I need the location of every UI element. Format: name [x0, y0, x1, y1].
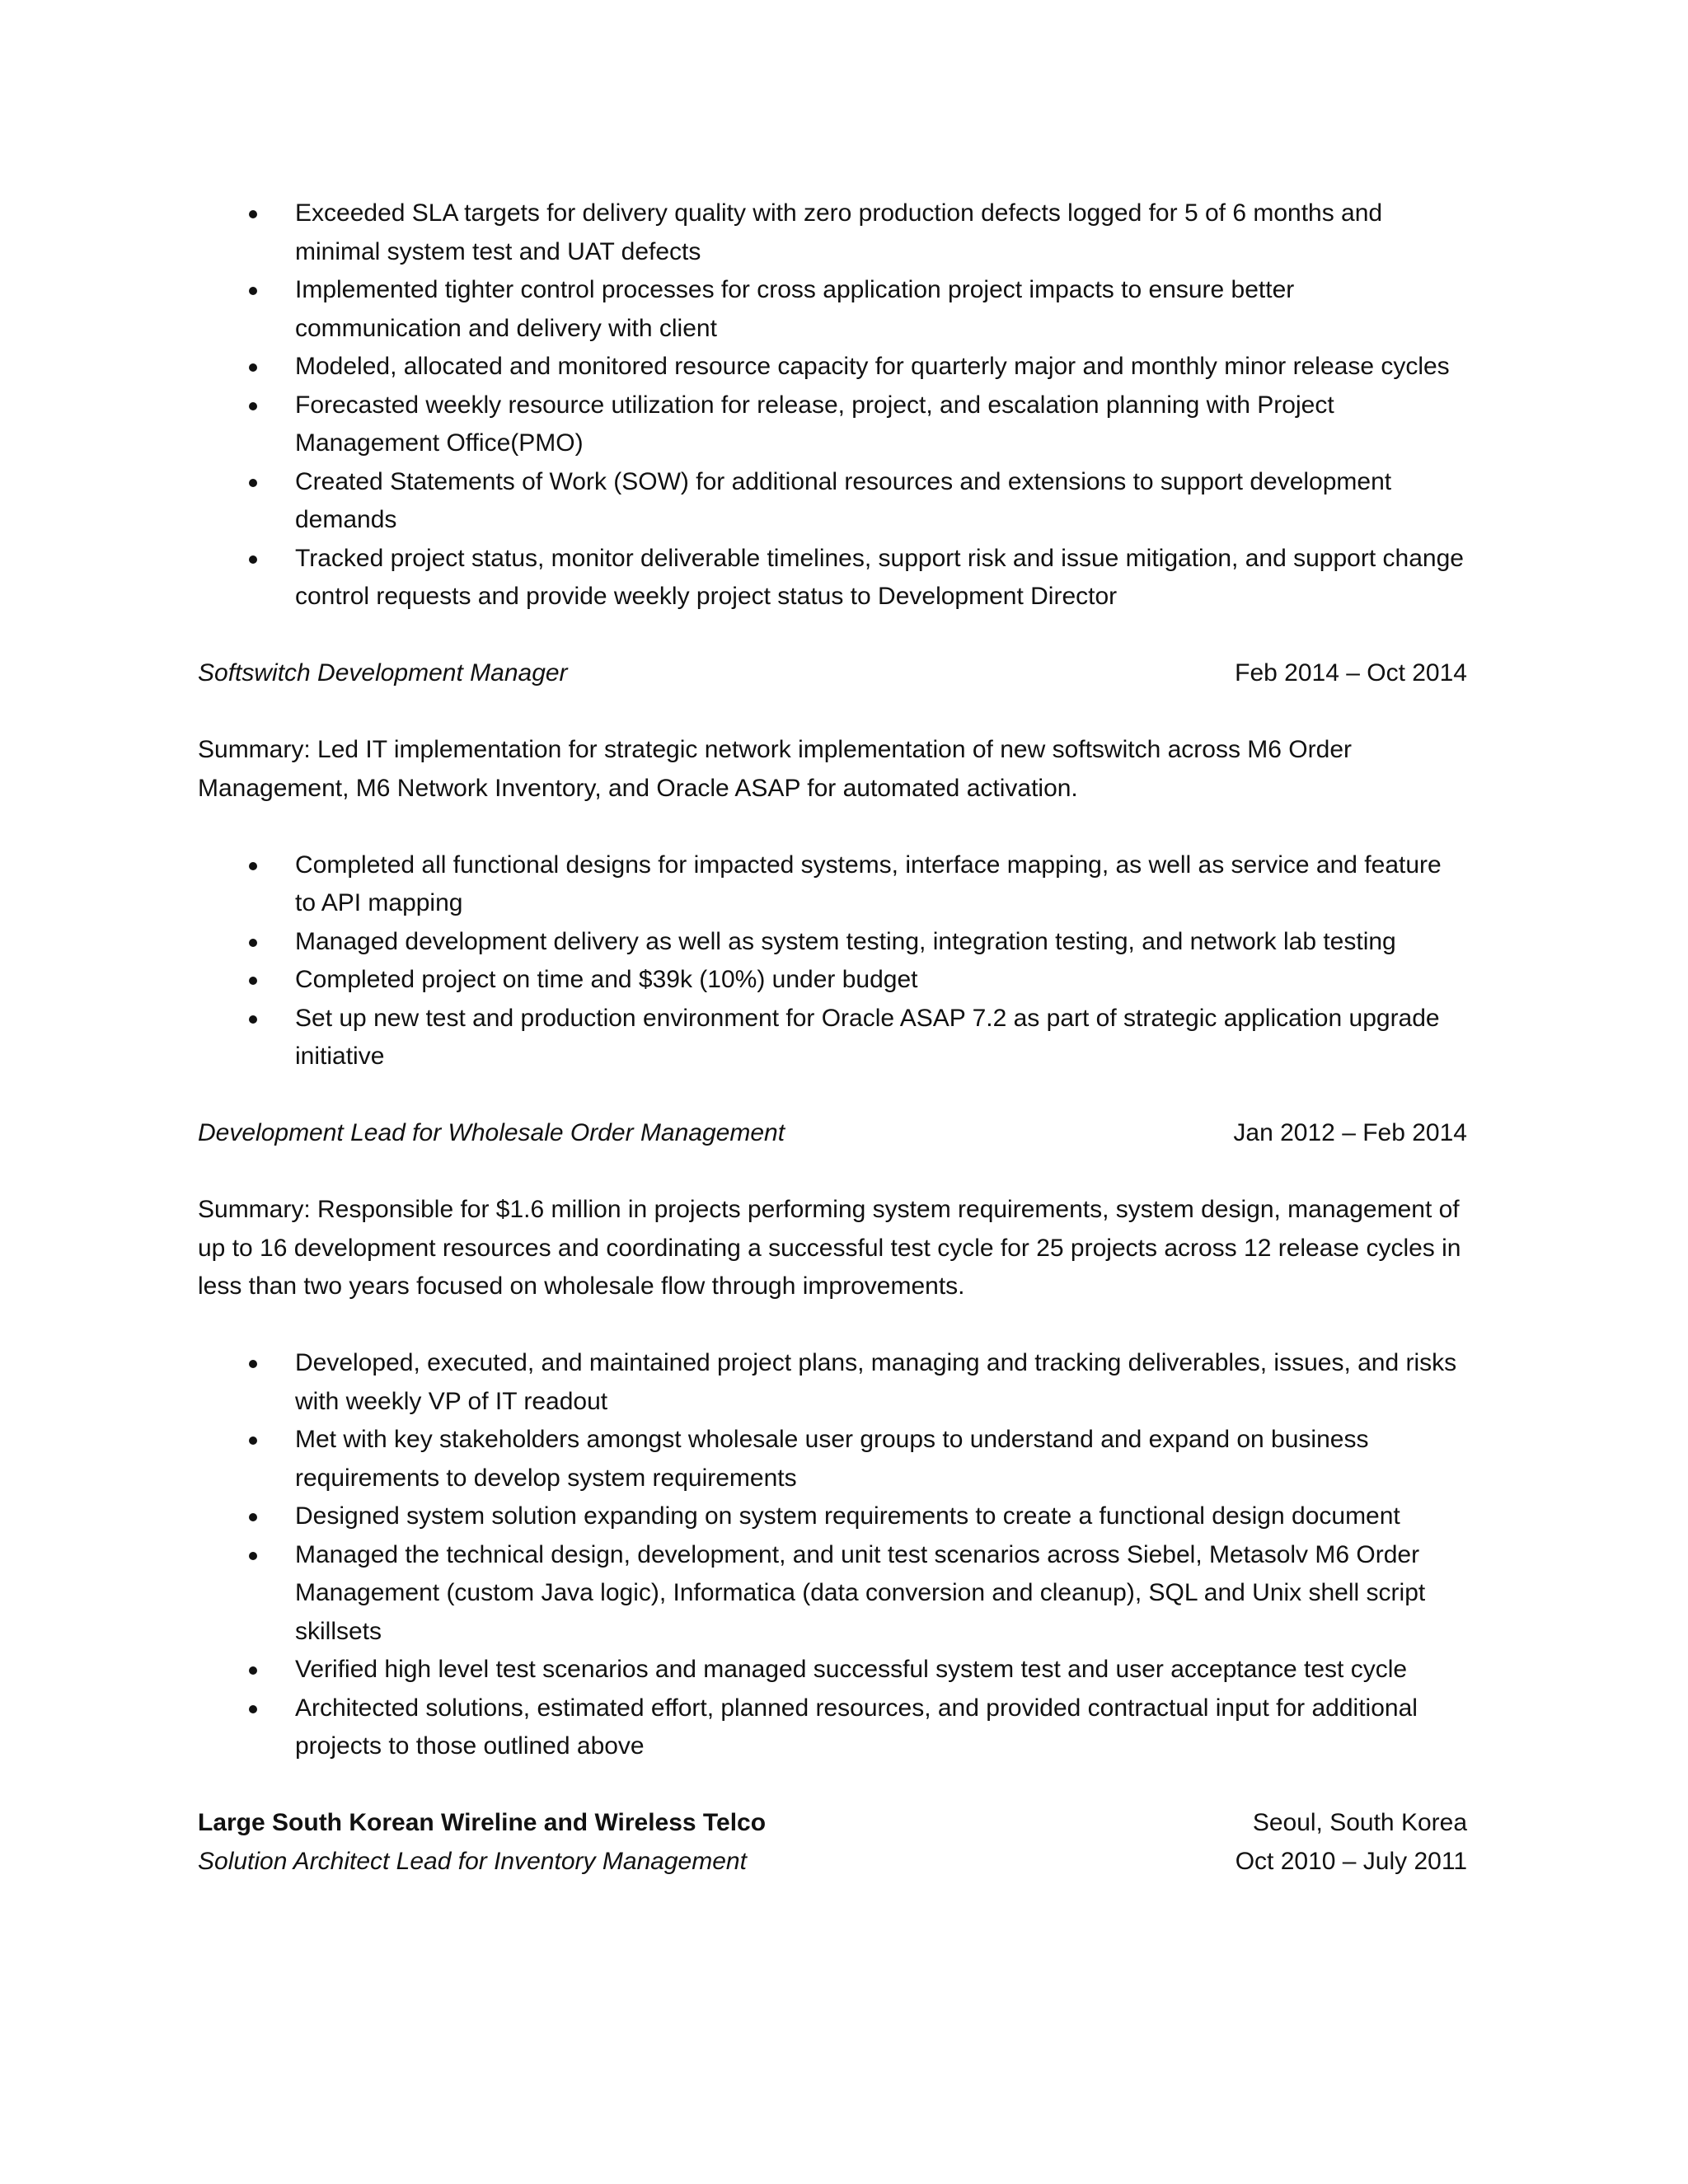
bullet-list-wholesale [198, 1344, 1467, 1766]
list-item: Met with key stakeholders amongst wholesale user groups to understand and expand on business requirements to develop system requirements [198, 1421, 1467, 1497]
spacer [198, 616, 1467, 655]
bullet-icon [249, 977, 257, 985]
list-item: Completed all functional designs for impacted systems, interface mapping, as well as service and feature to API mapping [198, 846, 1467, 923]
role-header-softswitch [198, 654, 1467, 693]
bullet-icon [249, 555, 257, 564]
role-title: Solution Architect Lead for Inventory Management [198, 1847, 747, 1875]
spacer [198, 1766, 1467, 1805]
bullet-icon [249, 210, 257, 218]
role-summary: Summary: Led IT implementation for strategic network implementation of new softswitch across M6 Order Management, M6 Network Inventory, and Oracle ASAP for automated activation. [198, 736, 1352, 802]
resume-page [198, 194, 1467, 1881]
bullet-icon [249, 1015, 257, 1024]
bullet-list-top [198, 194, 1467, 616]
bullet-icon [249, 402, 257, 410]
bullet-icon [249, 1666, 257, 1675]
employer-location: Seoul, South Korea [1252, 1809, 1467, 1836]
spacer [198, 1153, 1467, 1192]
list-item: Architected solutions, estimated effort, planned resources, and provided contractual input for additional projects to those outlined above [198, 1690, 1467, 1766]
bullet-icon [249, 1360, 257, 1368]
list-item: Completed project on time and $39k (10%) under budget [198, 961, 1467, 1000]
role-dates: Feb 2014 – Oct 2014 [1235, 659, 1467, 687]
role-header-wholesale [198, 1114, 1467, 1153]
spacer [198, 1076, 1467, 1115]
bullet-icon [249, 1705, 257, 1713]
list-item: Managed development delivery as well as system testing, integration testing, and network lab testing [198, 923, 1467, 962]
list-item: Managed the technical design, development, and unit test scenarios across Siebel, Metasolv M6 Order Management (custom Java logic), Informatica (data conversion and cleanup), SQL and Unix shell script skillsets [198, 1536, 1467, 1652]
bullet-icon [249, 1552, 257, 1560]
bullet-icon [249, 363, 257, 372]
list-item: Modeled, allocated and monitored resource capacity for quarterly major and monthly minor release cycles [198, 348, 1467, 387]
list-item: Created Statements of Work (SOW) for additional resources and extensions to support development demands [198, 463, 1467, 540]
list-item: Designed system solution expanding on system requirements to create a functional design document [198, 1497, 1467, 1536]
spacer [198, 808, 1467, 846]
bullet-icon [249, 479, 257, 487]
role-header-inventory [198, 1843, 1467, 1882]
bullet-icon [249, 1513, 257, 1521]
bullet-icon [249, 862, 257, 870]
list-item: Tracked project status, monitor deliverable timelines, support risk and issue mitigation, and support change control requests and provide weekly project status to Development Director [198, 540, 1467, 616]
role-title: Development Lead for Wholesale Order Management [198, 1119, 785, 1146]
spacer [198, 1306, 1467, 1345]
role-summary: Summary: Responsible for $1.6 million in projects performing system requirements, system design, management of up to 16 development resources and coordinating a successful test cycle for 25 projects across 12 release cycles in less than two years focused on wholesale flow through improvements. [198, 1196, 1461, 1300]
list-item: Forecasted weekly resource utilization for release, project, and escalation planning with Project Management Office(PMO) [198, 387, 1467, 463]
employer-header [198, 1804, 1467, 1843]
role-dates: Jan 2012 – Feb 2014 [1233, 1119, 1467, 1146]
list-item: Implemented tighter control processes for cross application project impacts to ensure better communication and delivery with client [198, 271, 1467, 348]
bullet-icon [249, 1436, 257, 1445]
bullet-icon [249, 939, 257, 947]
spacer [198, 693, 1467, 732]
list-item: Exceeded SLA targets for delivery quality with zero production defects logged for 5 of 6 months and minimal system test and UAT defects [198, 194, 1467, 271]
bullet-icon [249, 287, 257, 295]
list-item: Set up new test and production environment for Oracle ASAP 7.2 as part of strategic application upgrade initiative [198, 1000, 1467, 1076]
bullet-list-softswitch [198, 846, 1467, 1076]
list-item: Verified high level test scenarios and managed successful system test and user acceptance test cycle [198, 1651, 1467, 1690]
employer-name: Large South Korean Wireline and Wireless Telco [198, 1809, 767, 1836]
role-title: Softswitch Development Manager [198, 659, 568, 687]
list-item: Developed, executed, and maintained project plans, managing and tracking deliverables, issues, and risks with weekly VP of IT readout [198, 1344, 1467, 1421]
role-dates: Oct 2010 – July 2011 [1235, 1847, 1467, 1875]
